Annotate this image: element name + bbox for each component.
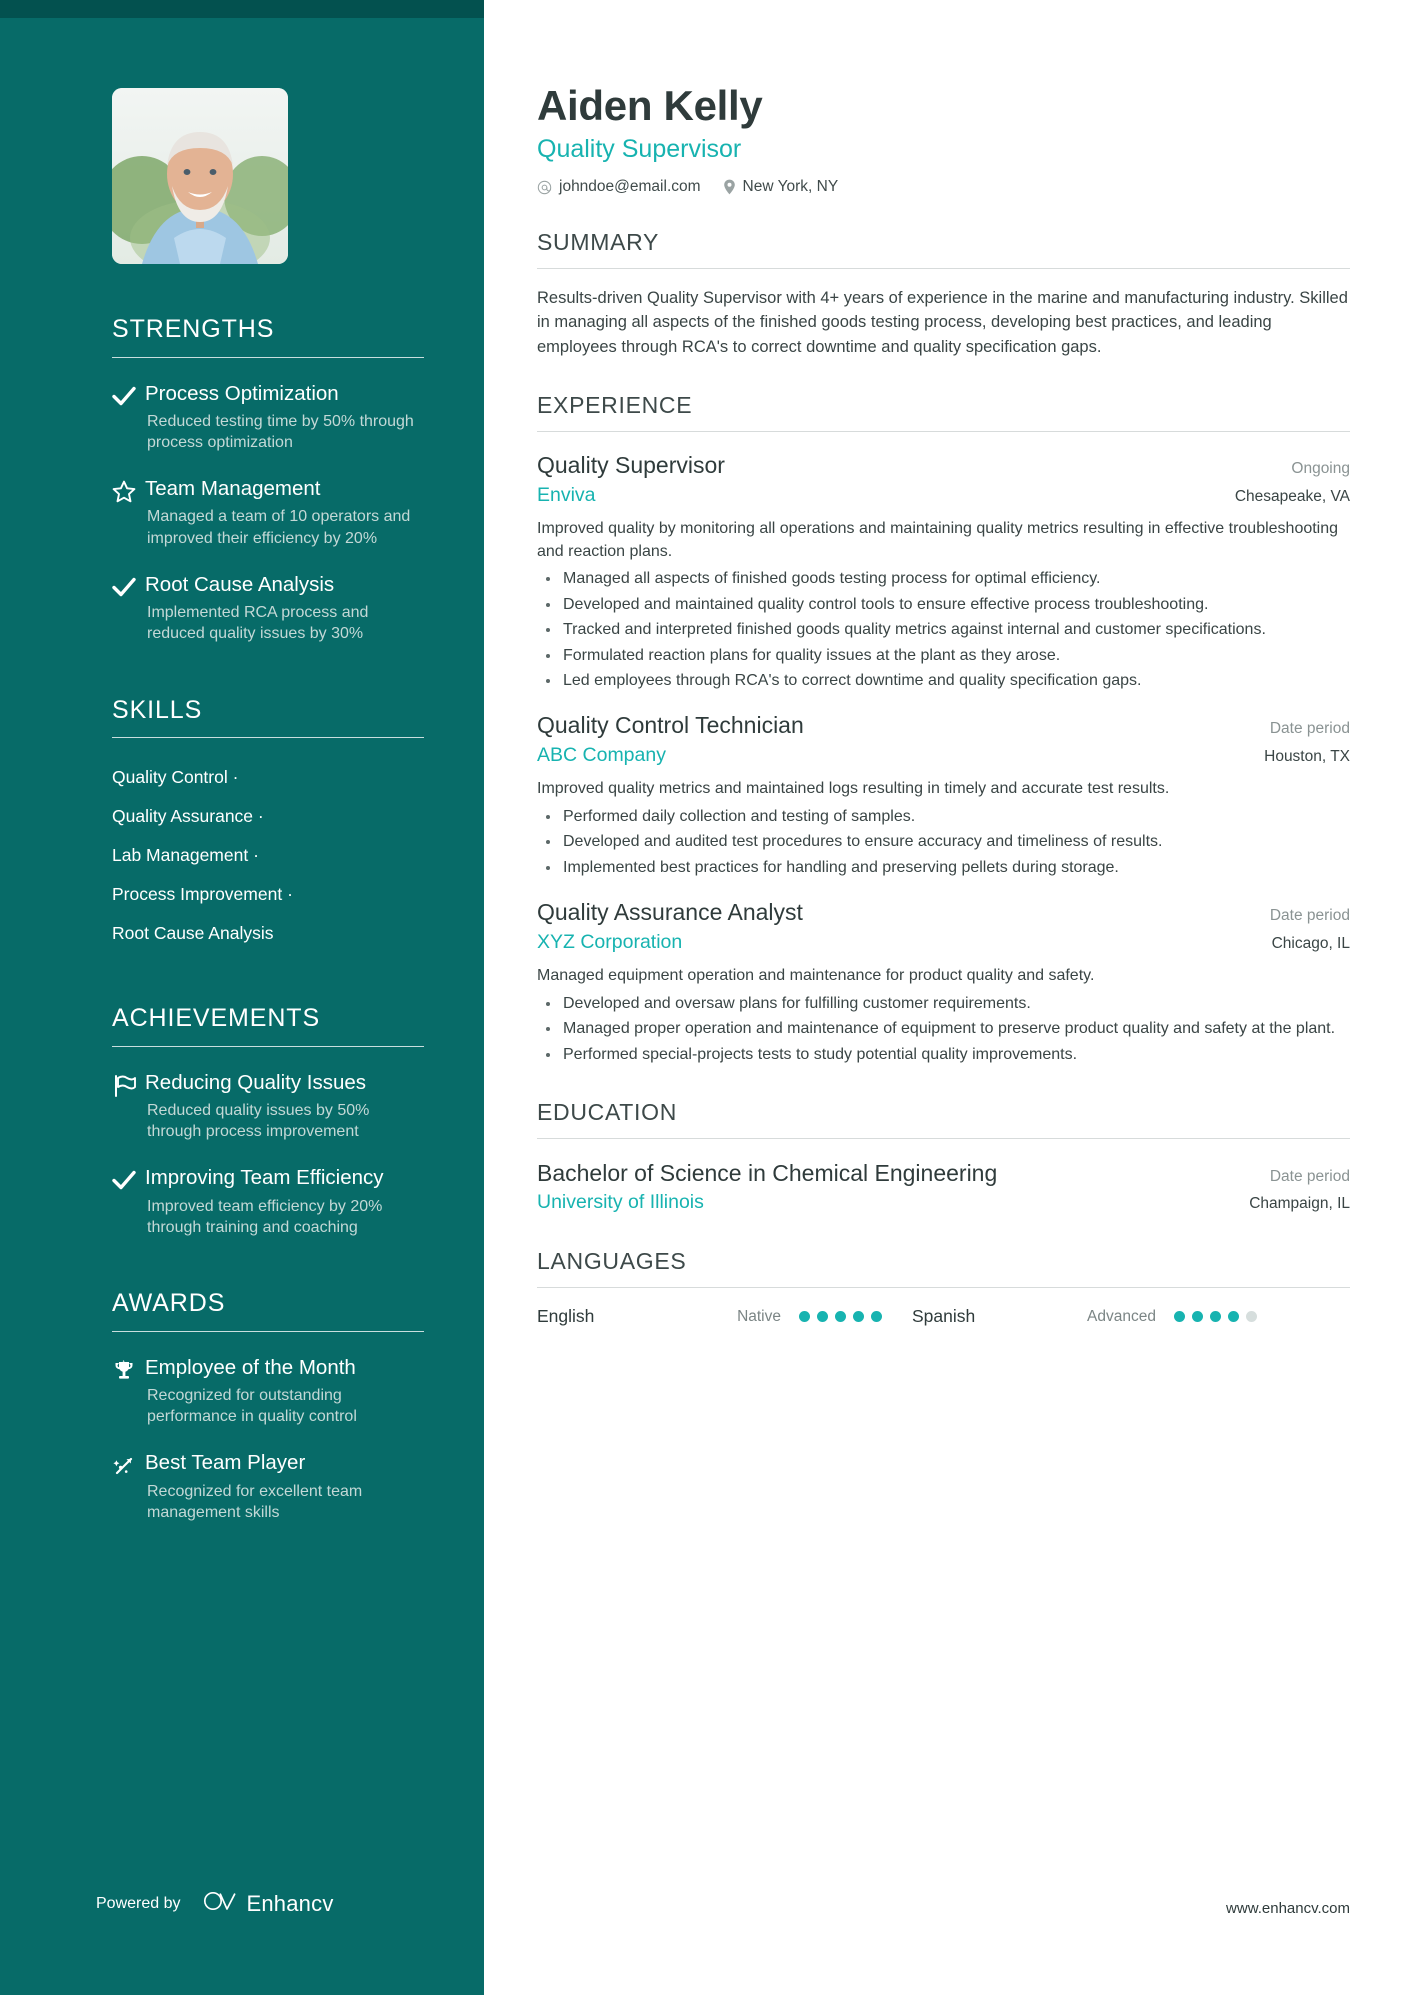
languages-heading: LANGUAGES: [537, 1247, 687, 1274]
at-icon: [537, 180, 552, 195]
divider: [112, 1046, 424, 1047]
trophy-icon: [112, 1356, 145, 1428]
achievement-title: Improving Team Efficiency: [145, 1166, 384, 1190]
bullet: Performed daily collection and testing of samples.: [537, 806, 1350, 828]
rating-dot: [853, 1311, 864, 1322]
experience-entry: [537, 712, 1350, 879]
skill-item: [112, 836, 424, 875]
strength-item: [112, 382, 424, 454]
check-icon: [112, 1166, 145, 1238]
skill-separator: ·: [287, 884, 293, 905]
enhancv-logo-icon: [203, 1890, 237, 1917]
achievements-heading: ACHIEVEMENTS: [112, 1004, 321, 1033]
section-experience: [537, 393, 1350, 1066]
language-item: [912, 1306, 1257, 1327]
job-role-subtitle: Quality Supervisor: [537, 135, 742, 164]
award-item: [112, 1356, 424, 1428]
website-url: www.enhancv.com: [1226, 1900, 1350, 1917]
bullet: Tracked and interpreted finished goods quality metrics against internal and customer specifications.: [537, 619, 1350, 641]
experience-intro: Improved quality by monitoring all operations and maintaining quality metrics resulting in effective troubleshooting and reaction plans.: [537, 519, 1339, 560]
skill-separator: ·: [257, 806, 264, 827]
education-entry: [537, 1159, 1350, 1214]
divider: [537, 268, 1350, 269]
bullet: Developed and maintained quality control tools to ensure effective process troubleshooting.: [537, 594, 1350, 616]
experience-title: Quality Control Technician: [537, 712, 804, 739]
check-icon: [112, 573, 145, 645]
achievement-item: [112, 1166, 424, 1238]
award-description: Recognized for excellent team management skills: [147, 1482, 363, 1521]
page-title: Aiden Kelly: [537, 82, 763, 129]
education-heading: EDUCATION: [537, 1099, 678, 1126]
contact-row: [537, 178, 1350, 196]
section-languages: [537, 1249, 1350, 1327]
education-school: University of Illinois: [537, 1191, 704, 1214]
experience-entry: [537, 452, 1350, 692]
divider: [537, 1287, 1350, 1288]
bullet: Formulated reaction plans for quality issues at the plant as they arose.: [537, 645, 1350, 667]
education-date: Date period: [1269, 1168, 1350, 1186]
rating-dot: [1210, 1311, 1221, 1322]
strength-item: [112, 573, 424, 645]
experience-intro: Managed equipment operation and maintenance for product quality and safety.: [537, 967, 1095, 985]
divider: [112, 1331, 424, 1332]
rating-dot: [871, 1311, 882, 1322]
location-contact: [723, 178, 839, 196]
award-description: Recognized for outstanding performance in quality control: [147, 1386, 357, 1426]
rating-dot: [835, 1311, 846, 1322]
divider: [112, 737, 424, 738]
strength-title: Team Management: [145, 477, 321, 501]
strength-description: Implemented RCA process and reduced quality issues by 30%: [147, 604, 369, 643]
skill-separator: ·: [232, 767, 239, 788]
bullet: Performed special-projects tests to study potential quality improvements.: [537, 1044, 1350, 1066]
skill-label: Quality Assurance: [112, 806, 254, 827]
languages-row: [537, 1306, 1350, 1327]
award-title: Employee of the Month: [145, 1355, 356, 1379]
strength-description: Reduced testing time by 50% through process optimization: [147, 412, 414, 451]
experience-company: Enviva: [537, 483, 596, 506]
strength-title: Process Optimization: [145, 381, 339, 405]
strength-title: Root Cause Analysis: [145, 572, 335, 596]
language-level: Advanced: [1087, 1307, 1156, 1325]
experience-company: ABC Company: [537, 743, 666, 766]
skill-label: Lab Management: [112, 845, 249, 866]
email-text: johndoe@email.com: [559, 178, 701, 196]
language-name: English: [537, 1306, 595, 1327]
star-icon: [112, 477, 145, 549]
bullet: Developed and audited test procedures to ensure accuracy and timeliness of results.: [537, 831, 1350, 853]
award-item: [112, 1451, 424, 1523]
achievement-description: Improved team efficiency by 20% through training and coaching: [147, 1197, 383, 1236]
strengths-heading: STRENGTHS: [112, 315, 275, 343]
experience-location: Houston, TX: [1264, 747, 1350, 765]
avatar: [112, 88, 288, 264]
rating-dot: [1228, 1311, 1239, 1322]
experience-bullets: [537, 568, 1350, 692]
language-rating-dots: [1174, 1311, 1257, 1322]
skill-label: Process Improvement: [112, 884, 283, 905]
skill-item: [112, 875, 424, 914]
language-level: Native: [737, 1307, 781, 1325]
skills-heading: SKILLS: [112, 695, 203, 724]
main-content: [484, 0, 1410, 1995]
rating-dot: [1192, 1311, 1203, 1322]
map-pin-icon: [723, 179, 736, 195]
strength-description: Managed a team of 10 operators and improved their efficiency by 20%: [147, 508, 411, 547]
achievement-title: Reducing Quality Issues: [145, 1070, 367, 1094]
section-achievements: [112, 1005, 424, 1238]
sidebar: [0, 0, 484, 1995]
location-text: New York, NY: [742, 178, 839, 196]
enhancv-brand-name: Enhancv: [246, 1890, 334, 1916]
divider: [537, 1138, 1350, 1139]
language-rating-dots: [799, 1311, 882, 1322]
rating-dot: [1246, 1311, 1257, 1322]
rating-dot: [799, 1311, 810, 1322]
experience-location: Chesapeake, VA: [1234, 487, 1350, 505]
experience-date: Date period: [1269, 720, 1350, 738]
experience-location: Chicago, IL: [1271, 934, 1350, 952]
experience-company: XYZ Corporation: [537, 930, 683, 953]
sidebar-top-bar: [0, 0, 484, 18]
section-awards: [112, 1290, 424, 1523]
summary-heading: SUMMARY: [537, 229, 660, 256]
powered-by-footer: [96, 1890, 334, 1917]
skill-item: [112, 914, 424, 953]
summary-text: Results-driven Quality Supervisor with 4+ years of experience in the marine and manufacturing industry. Skilled in managing all aspects of the finished goods testing process, developing best practices, and leading employees through RCA's to correct downtime and quality specification gaps.: [537, 289, 1348, 356]
award-title: Best Team Player: [145, 1451, 306, 1475]
bullet: Implemented best practices for handling and preserving pellets during storage.: [537, 857, 1350, 879]
achievement-item: [112, 1071, 424, 1143]
flag-icon: [112, 1071, 145, 1143]
awards-heading: AWARDS: [112, 1289, 226, 1318]
section-strengths: [112, 316, 424, 645]
enhancv-brand: [203, 1890, 334, 1917]
experience-date: Date period: [1269, 907, 1350, 925]
experience-heading: EXPERIENCE: [537, 391, 693, 418]
skill-label: Quality Control: [112, 767, 228, 788]
language-name: Spanish: [912, 1306, 976, 1327]
experience-date: Ongoing: [1291, 459, 1350, 477]
section-summary: [537, 230, 1350, 359]
experience-bullets: [537, 806, 1350, 879]
email-contact[interactable]: [537, 178, 701, 196]
experience-title: Quality Assurance Analyst: [537, 899, 803, 926]
bullet: Developed and oversaw plans for fulfilling customer requirements.: [537, 993, 1350, 1015]
strength-item: [112, 477, 424, 549]
experience-bullets: [537, 993, 1350, 1066]
language-item: [537, 1306, 882, 1327]
experience-intro: Improved quality metrics and maintained logs resulting in timely and accurate test results.: [537, 780, 1170, 798]
skill-label: Root Cause Analysis: [112, 923, 274, 944]
shooting-star-icon: [112, 1451, 145, 1523]
achievement-description: Reduced quality issues by 50% through process improvement: [147, 1101, 370, 1141]
bullet: Managed all aspects of finished goods testing process for optimal efficiency.: [537, 568, 1350, 590]
rating-dot: [817, 1311, 828, 1322]
education-location: Champaign, IL: [1249, 1195, 1350, 1213]
skill-item: [112, 758, 424, 797]
profile-photo-icon: [112, 88, 288, 264]
section-skills: [112, 697, 424, 954]
education-degree: Bachelor of Science in Chemical Engineering: [537, 1160, 998, 1187]
experience-entry: [537, 899, 1350, 1066]
powered-by-label: Powered by: [96, 1894, 181, 1912]
skill-separator: ·: [253, 845, 259, 866]
experience-title: Quality Supervisor: [537, 451, 725, 478]
skill-item: [112, 797, 424, 836]
divider: [537, 431, 1350, 432]
bullet: Managed proper operation and maintenance of equipment to preserve product quality and safety at the plant.: [537, 1018, 1350, 1040]
divider: [112, 357, 424, 358]
check-icon: [112, 382, 145, 454]
section-education: [537, 1100, 1350, 1215]
rating-dot: [1174, 1311, 1185, 1322]
bullet: Led employees through RCA's to correct downtime and quality specification gaps.: [537, 670, 1350, 692]
